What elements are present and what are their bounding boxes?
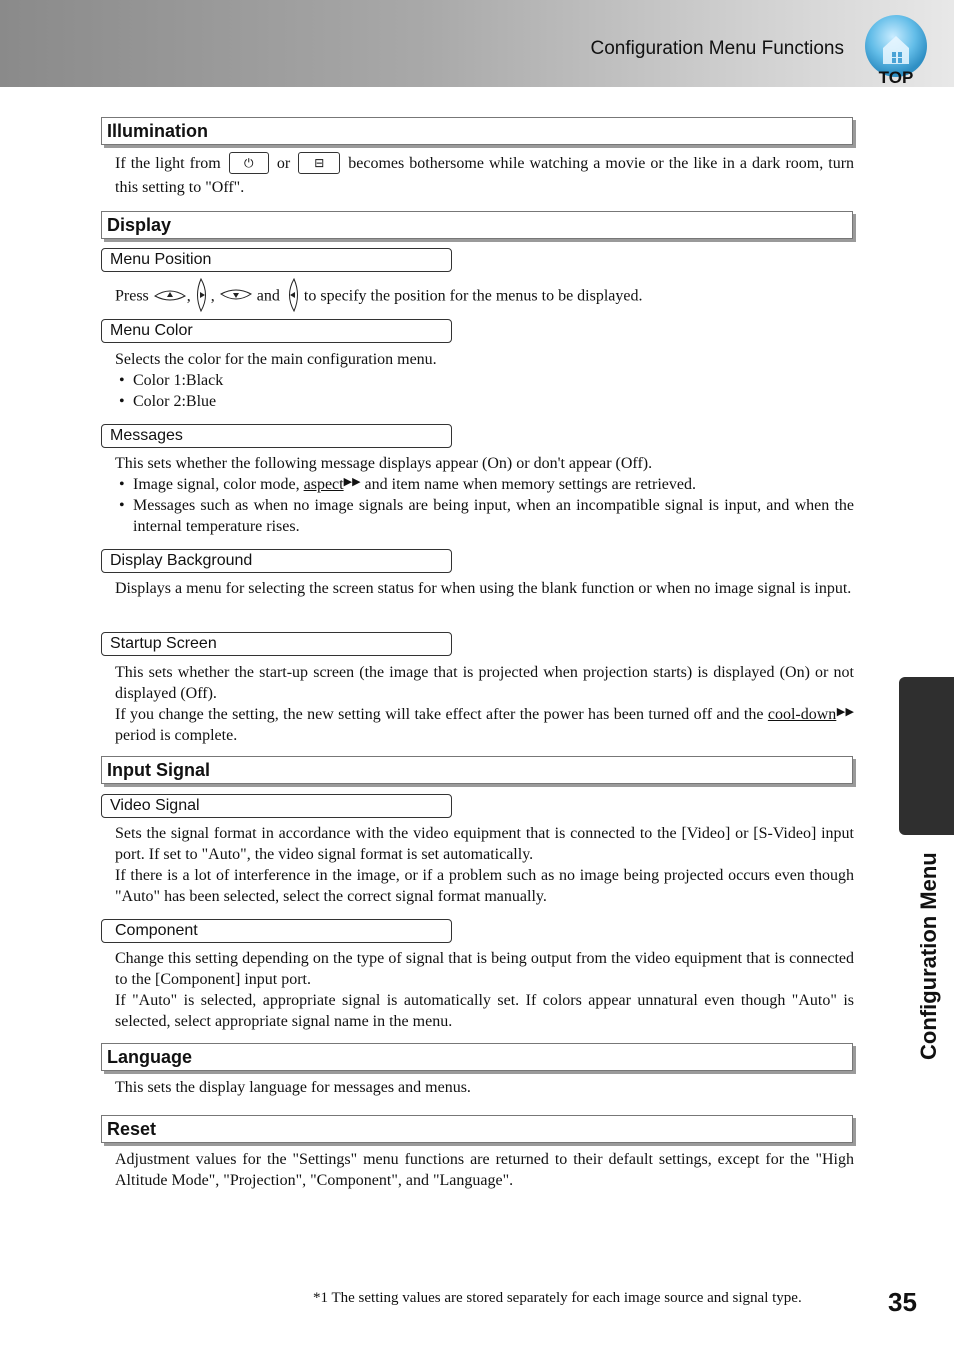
list-item: • Messages such as when no image signals are being input, when an incompatible signal is input, and when the internal temperature rises.: [115, 495, 854, 537]
source-key-icon: ⊟: [298, 152, 340, 174]
subsection-video-signal: Video Signal: [101, 794, 452, 818]
left-arrow-key-icon: [284, 277, 300, 313]
section-title: Input Signal: [107, 760, 210, 780]
menu-position-text: Press , , and to specify the position for the menus to be displayed.: [115, 279, 854, 315]
section-illumination: [101, 117, 853, 145]
messages-text: This sets whether the following message displays appear (On) or don't appear (Off). • Image signal, color mode, aspect▶▶ and item name when memory settings are retrieved. • Messages such as when no image signals are being input, when an incompatible signal is input, and when the internal temperature rises.: [115, 453, 854, 537]
list-item: • Color 1:Black: [115, 370, 854, 391]
right-arrow-key-icon: [195, 277, 211, 313]
aspect-link[interactable]: aspect: [303, 476, 344, 493]
list-item: • Color 2:Blue: [115, 391, 854, 412]
video-signal-text: Sets the signal format in accordance with the video equipment that is connected to the [Video] or [S-Video] input port. If set to "Auto", the video signal format is set automatically. If there is a lot of interference in the image, or if a problem such as no image being projected occurs even though "Auto" has been selected, select the correct signal format manually.: [115, 825, 854, 905]
subsection-display-background: Display Background: [101, 549, 452, 573]
home-icon: [863, 14, 929, 86]
section-language: [101, 1043, 853, 1071]
page-number: 35: [888, 1287, 917, 1317]
language-text: This sets the display language for messages and menus.: [115, 1079, 471, 1096]
reset-text: Adjustment values for the "Settings" menu functions are returned to their default settings, except for the "High Altitude Mode", "Projection", "Component", and "Language".: [115, 1151, 854, 1189]
cool-down-link[interactable]: cool-down: [767, 706, 837, 723]
section-title: Illumination: [107, 121, 208, 141]
down-arrow-key-icon: [219, 286, 253, 304]
footnote: *1 The setting values are stored separately for each image source and signal type.: [313, 1290, 802, 1306]
top-label: TOP: [878, 68, 914, 86]
list-item: • Image signal, color mode, aspect▶▶ and item name when memory settings are retrieved.: [115, 474, 854, 495]
menu-color-text: Selects the color for the main configuration menu. • Color 1:Black • Color 2:Blue: [115, 349, 854, 412]
side-tab[interactable]: [899, 677, 954, 835]
component-text: Change this setting depending on the type of signal that is being output from the video equipment that is connected to the [Component] input port. If "Auto" is selected, appropriate signal is automatically set. If colors appear unnatural even though "Auto" is selected, select appropriate signal name in the menu.: [115, 950, 854, 1030]
glossary-ref-icon: ▶▶: [343, 476, 361, 488]
subsection-menu-color: Menu Color: [101, 319, 452, 343]
display-background-text: Displays a menu for selecting the screen status for when using the blank function or when no image signal is input.: [115, 580, 852, 597]
up-arrow-key-icon: [153, 286, 187, 304]
header-title: Configuration Menu Functions: [590, 38, 844, 59]
subsection-menu-position: Menu Position: [101, 248, 452, 272]
power-key-icon: ⏻: [229, 152, 269, 174]
illumination-text: If the light from ⏻ or ⊟ becomes bothersome while watching a movie or the like in a dark room, turn this setting to "Off".: [115, 152, 854, 200]
page-header: [0, 0, 954, 87]
subsection-startup-screen: Startup Screen: [101, 632, 452, 656]
top-button[interactable]: [863, 14, 929, 86]
glossary-ref-icon: ▶▶: [836, 706, 855, 718]
section-title: Display: [107, 215, 172, 235]
section-display: [101, 211, 853, 239]
section-input-signal: [101, 756, 853, 784]
section-title: Language: [107, 1047, 193, 1067]
side-tab-label: Configuration Menu: [916, 852, 941, 1060]
section-reset: [101, 1115, 853, 1143]
section-title: Reset: [107, 1119, 157, 1139]
subsection-messages: Messages: [101, 424, 452, 448]
subsection-component: Component: [101, 919, 452, 943]
startup-screen-text: This sets whether the start-up screen (the image that is projected when projection starts) is displayed (On) or not displayed (Off). If you change the setting, the new setting will take effect after the power has been turned off and the cool-down▶▶ period is complete.: [115, 664, 855, 744]
